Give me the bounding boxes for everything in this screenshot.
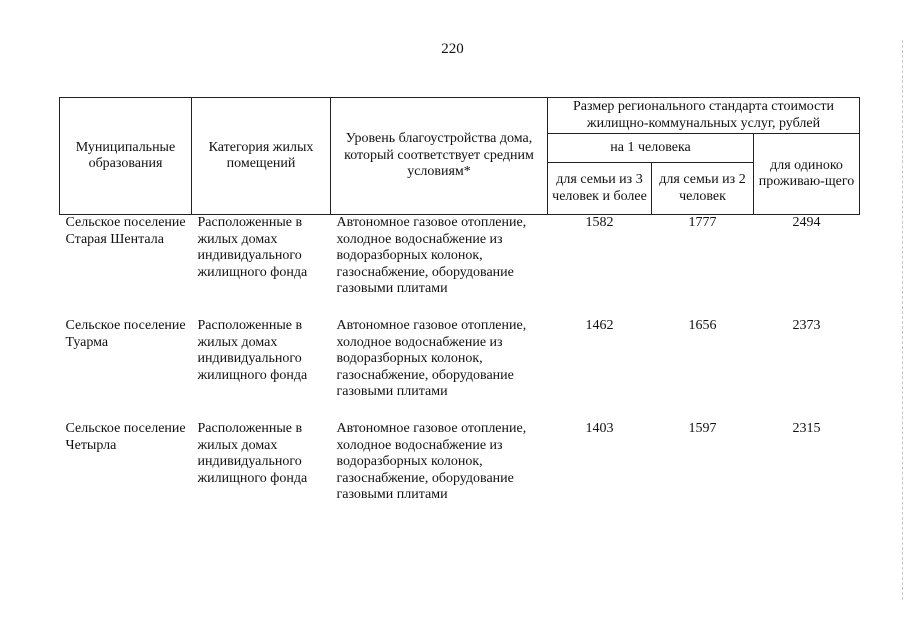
cell-family-3: 1582 [585,215,614,230]
cell-family-2: 1597 [688,421,717,436]
header-per-person: на 1 человека [548,134,754,163]
header-family-3: для семьи из 3 человек и более [548,163,652,215]
header-municipality: Муниципальные образования [60,98,192,215]
cell-family-3: 1403 [585,421,614,436]
table-header [60,98,860,215]
scan-edge-line [901,40,903,600]
cell-level: Автономное газовое отопление, холодное водоснабжение из водоразборных колонок, газоснабжение, оборудование газовыми плитами [336,318,527,399]
cell-category: Расположенные в жилых домах индивидуального жилищного фонда [197,421,308,486]
cell-family-3: 1462 [585,318,614,333]
cell-family-2: 1777 [688,215,717,230]
cell-single: 2373 [792,318,821,333]
cell-municipality: Сельское поселение Четырла [65,421,186,453]
cell-level: Автономное газовое отопление, холодное водоснабжение из водоразборных колонок, газоснабжение, оборудование газовыми плитами [336,421,527,502]
header-family-2: для семьи из 2 человек [652,163,754,215]
cell-single: 2315 [792,421,821,436]
page-number: 220 [441,41,464,57]
table-row [60,421,860,524]
cell-municipality: Сельское поселение Туарма [65,318,186,350]
header-level: Уровень благоустройства дома, который соответствует средним условиям* [331,98,548,215]
cell-family-2: 1656 [688,318,717,333]
header-standard-size: Размер регионального стандарта стоимости жилищно-коммунальных услуг, рублей [548,98,860,134]
cell-category: Расположенные в жилых домах индивидуального жилищного фонда [197,318,308,383]
cell-category: Расположенные в жилых домах индивидуального жилищного фонда [197,215,308,280]
cell-single: 2494 [792,215,821,230]
header-category: Категория жилых помещений [192,98,331,215]
header-single: для одиноко проживаю-щего [754,134,860,215]
cell-level: Автономное газовое отопление, холодное водоснабжение из водоразборных колонок, газоснабжение, оборудование газовыми плитами [336,215,527,296]
cell-municipality: Сельское поселение Старая Шентала [65,215,186,247]
tariff-table [59,97,860,524]
table-row [60,215,860,319]
table-row [60,318,860,421]
